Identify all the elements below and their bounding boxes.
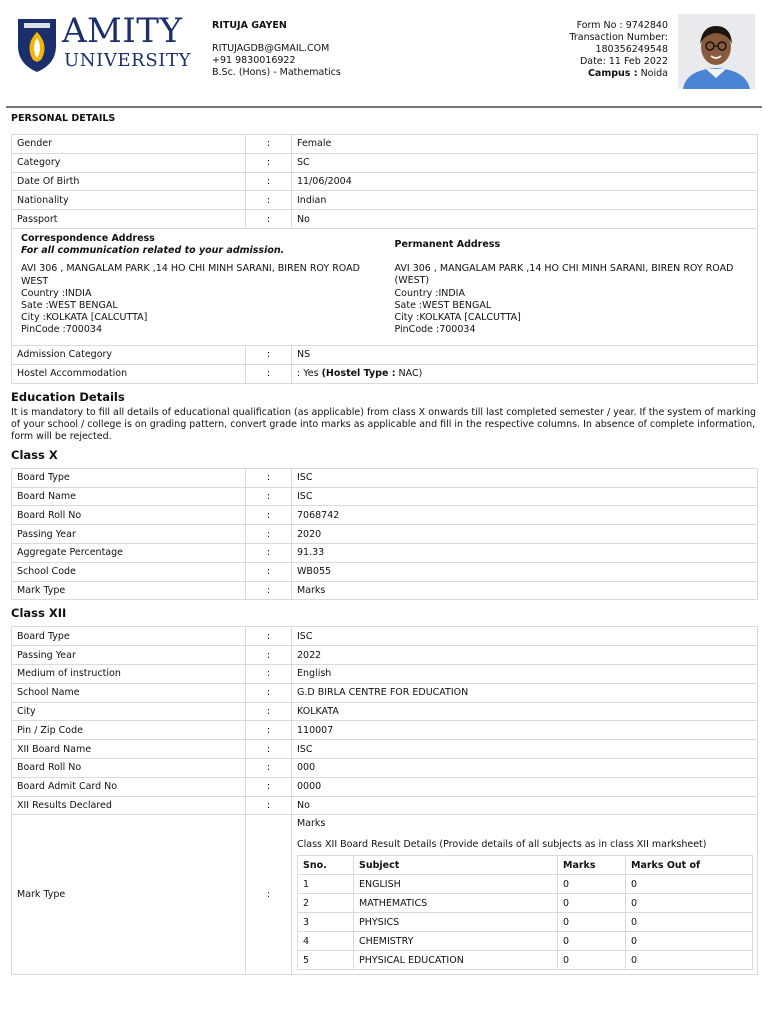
field-colon: : [246, 487, 292, 506]
field-label: Passing Year [12, 646, 246, 665]
field-value: ISC [292, 468, 758, 487]
field-value: 2020 [292, 525, 758, 544]
table-row [12, 683, 758, 702]
permanent-address-title: Permanent Address [394, 238, 501, 250]
table-row [12, 525, 758, 544]
field-colon: : [246, 345, 292, 364]
table-cell: 5 [298, 951, 354, 970]
admission-table [11, 345, 758, 384]
permanent-state: Sate :WEST BENGAL [394, 299, 492, 311]
field-colon: : [246, 777, 292, 796]
form-body [11, 112, 758, 975]
admission-category-value: NS [292, 345, 758, 364]
field-colon: : [246, 664, 292, 683]
field-colon: : [246, 740, 292, 759]
form-header [0, 0, 768, 106]
table-cell: 0 [558, 913, 626, 932]
field-colon: : [246, 581, 292, 600]
personal-details-heading: PERSONAL DETAILS [11, 113, 116, 124]
applicant-photo [678, 14, 755, 89]
permanent-country: Country :INDIA [394, 287, 465, 299]
field-colon: : [246, 721, 292, 740]
field-value: 7068742 [292, 506, 758, 525]
hostel-yes: : Yes [297, 368, 319, 380]
transaction-number: 180356249548 [595, 44, 668, 55]
hostel-type-value: NAC) [398, 368, 423, 380]
field-colon: : [246, 646, 292, 665]
table-cell: 0 [626, 894, 753, 913]
field-colon: : [246, 796, 292, 815]
applicant-phone: +91 9830016922 [212, 55, 296, 66]
field-colon: : [246, 562, 292, 581]
applicant-info [212, 20, 341, 79]
education-instructions: It is mandatory to fill all details of educational qualification (as applicable) from class X onwards till last completed semester / year. If the system of marking of your school / college is on grading pattern, convert grade into marks as applicable and fill in the respective columns. In absence of complete information, form will be rejected. [11, 406, 757, 443]
column-header: Marks [558, 856, 626, 875]
table-row [12, 468, 758, 487]
table-row [12, 543, 758, 562]
table-cell: MATHEMATICS [354, 894, 558, 913]
table-row [12, 172, 758, 191]
table-header-row [298, 856, 753, 875]
field-label: Passport [12, 210, 246, 229]
applicant-course: B.Sc. (Hons) - Mathematics [212, 67, 341, 78]
field-label: Date Of Birth [12, 172, 246, 191]
applicant-name: RITUJA GAYEN [212, 20, 287, 31]
field-value: English [292, 664, 758, 683]
table-cell: 2 [298, 894, 354, 913]
field-label: Mark Type [12, 581, 246, 600]
hostel-accommodation-value [292, 364, 758, 383]
class-xii-table [11, 626, 758, 975]
table-cell: ENGLISH [354, 875, 558, 894]
mark-type-value: Marks [297, 818, 326, 830]
field-label: Board Admit Card No [12, 777, 246, 796]
class-x-table [11, 468, 758, 601]
field-value: G.D BIRLA CENTRE FOR EDUCATION [292, 683, 758, 702]
education-details-heading: Education Details [11, 389, 125, 404]
field-value: Indian [292, 191, 758, 210]
table-cell: 4 [298, 932, 354, 951]
personal-details-table [11, 134, 758, 229]
correspondence-address-note: For all communication related to your admission. [21, 245, 285, 257]
field-colon: : [246, 506, 292, 525]
field-label: Board Roll No [12, 758, 246, 777]
amity-crest-icon [15, 16, 59, 74]
field-colon: : [246, 172, 292, 191]
mark-type-cell [292, 815, 758, 975]
field-value: WB055 [292, 562, 758, 581]
table-row [12, 191, 758, 210]
table-row [298, 875, 753, 894]
column-header: Sno. [298, 856, 354, 875]
field-colon: : [246, 543, 292, 562]
table-row [12, 153, 758, 172]
field-label: Board Type [12, 468, 246, 487]
field-label: Board Type [12, 627, 246, 646]
field-value: 110007 [292, 721, 758, 740]
field-colon: : [246, 364, 292, 383]
class-x-heading: Class X [11, 447, 58, 462]
field-colon: : [246, 135, 292, 154]
table-row [12, 758, 758, 777]
field-label: XII Results Declared [12, 796, 246, 815]
correspondence-state: Sate :WEST BENGAL [21, 300, 118, 311]
table-row [12, 487, 758, 506]
field-value: 0000 [292, 777, 758, 796]
correspondence-country: Country :INDIA [21, 287, 92, 299]
table-row [12, 135, 758, 154]
correspondence-address [21, 233, 385, 339]
field-label: School Code [12, 562, 246, 581]
table-row [12, 581, 758, 600]
table-row [12, 345, 758, 364]
field-value: 11/06/2004 [292, 172, 758, 191]
transaction-label: Transaction Number: [569, 32, 668, 43]
table-cell: 0 [558, 932, 626, 951]
field-colon: : [246, 210, 292, 229]
campus-value: Noida [640, 68, 668, 79]
field-colon: : [246, 627, 292, 646]
field-colon: : [246, 702, 292, 721]
result-details-caption: Class XII Board Result Details (Provide details of all subjects as in class XII marksheet) [297, 839, 707, 851]
table-row [12, 815, 758, 975]
table-cell: 1 [298, 875, 354, 894]
campus [569, 68, 668, 80]
table-row [298, 932, 753, 951]
form-date: Date: 11 Feb 2022 [579, 56, 668, 67]
table-row [12, 646, 758, 665]
field-colon: : [246, 191, 292, 210]
field-value: Female [292, 135, 758, 154]
field-label: Pin / Zip Code [12, 721, 246, 740]
table-row [12, 796, 758, 815]
amity-logo [15, 11, 195, 74]
field-colon: : [246, 153, 292, 172]
field-value: SC [292, 153, 758, 172]
column-header: Marks Out of [626, 856, 753, 875]
table-row [12, 506, 758, 525]
field-label: Passing Year [12, 525, 246, 544]
correspondence-address-line: AVI 306 , MANGALAM PARK ,14 HO CHI MINH SARANI, BIREN ROY ROAD WEST [21, 263, 360, 287]
table-cell: 0 [626, 913, 753, 932]
field-value: 2022 [292, 646, 758, 665]
applicant-email: RITUJAGDB@GMAIL.COM [212, 43, 330, 54]
table-row [12, 664, 758, 683]
address-block [11, 229, 758, 345]
correspondence-pincode: PinCode :700034 [21, 324, 102, 336]
table-cell: 0 [558, 875, 626, 894]
table-cell: CHEMISTRY [354, 932, 558, 951]
table-row [298, 894, 753, 913]
subject-results-table [297, 855, 753, 970]
table-row [12, 777, 758, 796]
permanent-city: City :KOLKATA [CALCUTTA] [394, 312, 521, 323]
column-header: Subject [354, 856, 558, 875]
table-row [12, 562, 758, 581]
hostel-accommodation-label: Hostel Accommodation [12, 364, 246, 383]
field-value: ISC [292, 740, 758, 759]
table-row [298, 951, 753, 970]
table-row [12, 721, 758, 740]
correspondence-address-title: Correspondence Address [21, 232, 155, 244]
field-colon: : [246, 815, 292, 975]
field-colon: : [246, 468, 292, 487]
table-cell: 0 [626, 951, 753, 970]
field-label: School Name [12, 683, 246, 702]
table-row [12, 702, 758, 721]
permanent-address-line: AVI 306 , MANGALAM PARK ,14 HO CHI MINH SARANI, BIREN ROY ROAD (WEST) [394, 263, 734, 287]
table-cell: 0 [626, 932, 753, 951]
hostel-type-label: (Hostel Type : [321, 368, 396, 380]
field-label: Board Name [12, 487, 246, 506]
table-cell: 0 [626, 875, 753, 894]
field-colon: : [246, 758, 292, 777]
field-value: Marks [292, 581, 758, 600]
field-label: Nationality [12, 191, 246, 210]
correspondence-city: City :KOLKATA [CALCUTTA] [21, 312, 148, 324]
table-row [12, 210, 758, 229]
campus-label: Campus : [587, 68, 638, 79]
field-value: No [292, 210, 758, 229]
field-label: City [12, 702, 246, 721]
admission-category-label: Admission Category [12, 345, 246, 364]
field-value: ISC [292, 627, 758, 646]
table-row [12, 740, 758, 759]
table-row [298, 913, 753, 932]
field-value: KOLKATA [292, 702, 758, 721]
table-cell: 0 [558, 951, 626, 970]
mark-type-label: Mark Type [12, 815, 246, 975]
form-meta [569, 20, 668, 80]
logo-word-amity: AMITY [62, 11, 183, 51]
table-cell: PHYSICS [354, 913, 558, 932]
class-xii-heading: Class XII [11, 606, 67, 621]
table-cell: PHYSICAL EDUCATION [354, 951, 558, 970]
table-row [12, 364, 758, 383]
field-value: ISC [292, 487, 758, 506]
field-label: Medium of instruction [12, 664, 246, 683]
table-cell: 0 [558, 894, 626, 913]
field-label: XII Board Name [12, 740, 246, 759]
form-number: Form No : 9742840 [576, 20, 668, 31]
logo-word-university: UNIVERSITY [64, 50, 192, 71]
field-value: No [292, 796, 758, 815]
field-label: Board Roll No [12, 506, 246, 525]
field-value: 000 [292, 758, 758, 777]
permanent-pincode: PinCode :700034 [394, 324, 476, 336]
permanent-address [385, 233, 749, 339]
field-colon: : [246, 683, 292, 702]
field-label: Aggregate Percentage [12, 543, 246, 562]
field-colon: : [246, 525, 292, 544]
field-label: Gender [12, 135, 246, 154]
table-cell: 3 [298, 913, 354, 932]
field-value: 91.33 [292, 543, 758, 562]
field-label: Category [12, 153, 246, 172]
table-row [12, 627, 758, 646]
header-divider [6, 106, 762, 108]
